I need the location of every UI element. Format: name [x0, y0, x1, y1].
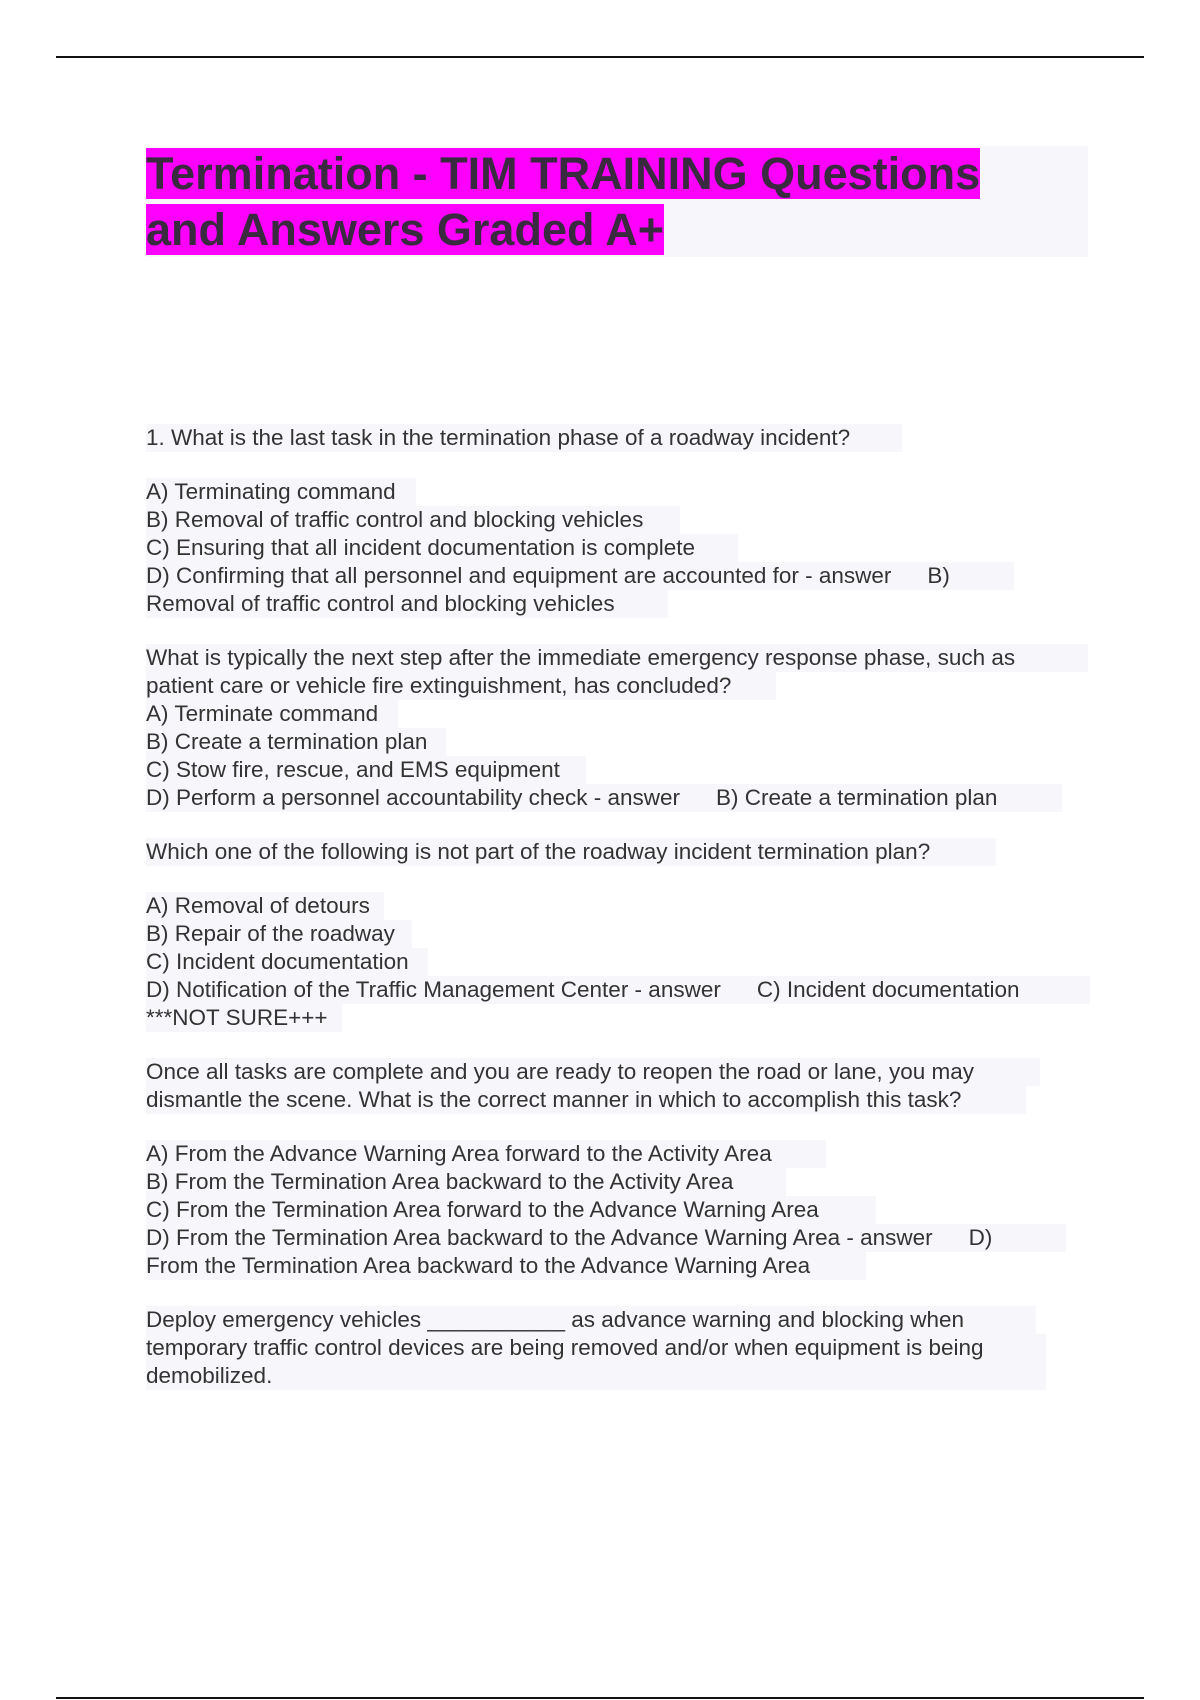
- option-d-text: D) Perform a personnel accountability check - answer: [146, 785, 680, 810]
- option-a: A) From the Advance Warning Area forward to the Activity Area: [146, 1140, 826, 1168]
- title-block: [146, 146, 1088, 257]
- question-stem-line-2: dismantle the scene. What is the correct manner in which to accomplish this task?: [146, 1086, 1026, 1114]
- option-c: C) Ensuring that all incident documentation is complete: [146, 534, 738, 562]
- title-line-1: Termination - TIM TRAINING Questions: [146, 148, 981, 199]
- answer-text: Removal of traffic control and blocking vehicles: [146, 590, 668, 618]
- question-stem-line-1: What is typically the next step after the immediate emergency response phase, such as: [146, 644, 1088, 672]
- answer-text: From the Termination Area backward to the Advance Warning Area: [146, 1252, 866, 1280]
- header-rule: [56, 56, 1144, 58]
- option-b: B) From the Termination Area backward to the Activity Area: [146, 1168, 786, 1196]
- answer-marker: D): [968, 1225, 993, 1250]
- option-d: [146, 784, 1062, 812]
- option-d: [146, 976, 1090, 1004]
- question-stem: Which one of the following is not part of the roadway incident termination plan?: [146, 838, 996, 866]
- question-stem-line-1: Deploy emergency vehicles ___________ as advance warning and blocking when: [146, 1306, 1036, 1334]
- option-b: B) Create a termination plan: [146, 728, 446, 756]
- question-stem: 1. What is the last task in the termination phase of a roadway incident?: [146, 424, 902, 452]
- answer-marker: B): [927, 563, 950, 588]
- option-a: A) Terminate command: [146, 700, 398, 728]
- question-stem-line-3: demobilized.: [146, 1362, 1046, 1390]
- question-4: [146, 1058, 1096, 1280]
- footer-rule: [56, 1697, 1144, 1699]
- option-d: [146, 562, 1014, 590]
- option-d-text: D) Notification of the Traffic Management Center - answer: [146, 977, 721, 1002]
- option-b: B) Repair of the roadway: [146, 920, 412, 948]
- option-d-text: D) From the Termination Area backward to the Advance Warning Area - answer: [146, 1225, 933, 1250]
- answer-text: C) Incident documentation: [756, 977, 1020, 1002]
- question-stem-line-1: Once all tasks are complete and you are ready to reopen the road or lane, you may: [146, 1058, 1040, 1086]
- option-d-text: D) Confirming that all personnel and equipment are accounted for - answer: [146, 563, 892, 588]
- question-1: [146, 424, 1096, 618]
- title-line-2: and Answers Graded A+: [146, 204, 665, 255]
- question-stem-line-2: patient care or vehicle fire extinguishment, has concluded?: [146, 672, 776, 700]
- option-c: C) Incident documentation: [146, 948, 428, 976]
- question-3: [146, 838, 1096, 1032]
- answer-text: B) Create a termination plan: [715, 785, 998, 810]
- option-c: C) Stow fire, rescue, and EMS equipment: [146, 756, 586, 784]
- document-body: [146, 424, 1096, 1416]
- option-c: C) From the Termination Area forward to the Advance Warning Area: [146, 1196, 876, 1224]
- answer-note: ***NOT SURE+++: [146, 1004, 342, 1032]
- option-a: A) Removal of detours: [146, 892, 384, 920]
- document-title: [146, 146, 1088, 258]
- option-a: A) Terminating command: [146, 478, 416, 506]
- option-d: [146, 1224, 1066, 1252]
- question-2: [146, 644, 1096, 812]
- option-b: B) Removal of traffic control and blocking vehicles: [146, 506, 680, 534]
- question-stem-line-2: temporary traffic control devices are being removed and/or when equipment is being: [146, 1334, 1046, 1362]
- question-5: [146, 1306, 1096, 1390]
